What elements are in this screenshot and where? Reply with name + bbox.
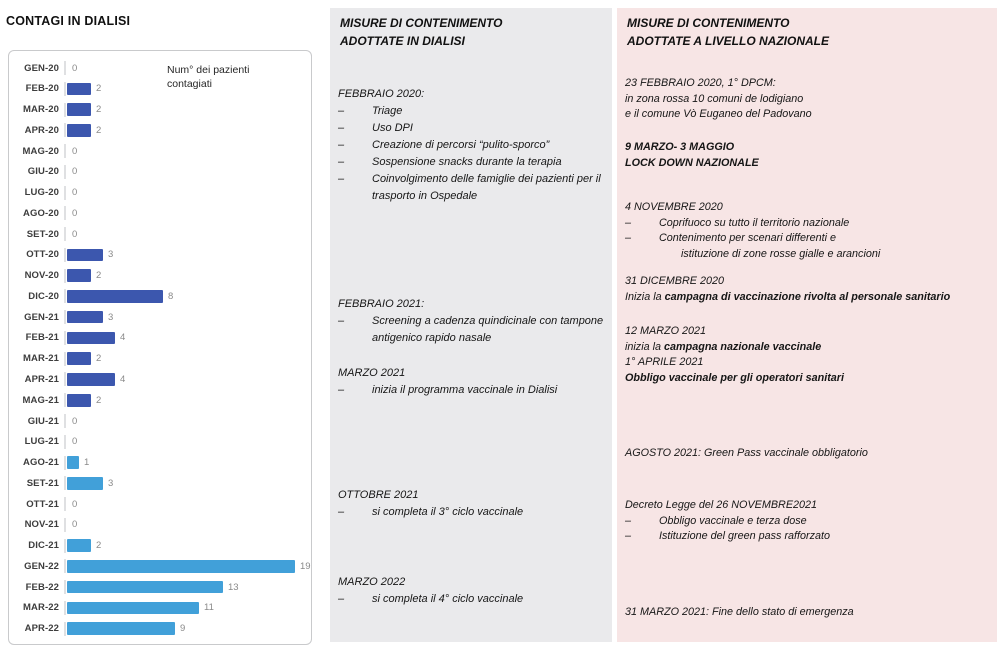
text-segment: 31 DICEMBRE 2020 <box>625 275 725 287</box>
bar-value-label: 0 <box>72 187 78 199</box>
measure-section <box>338 574 608 608</box>
category-label: GIU-21 <box>27 415 59 427</box>
bar-zone <box>64 435 309 449</box>
text-segment: Coprifuoco su tutto il territorio nazionale <box>659 216 850 229</box>
bar-value-label: 0 <box>72 62 78 74</box>
bar-value-label: 1 <box>84 457 90 469</box>
bar-row <box>11 372 309 386</box>
text-segment: Creazione di percorsi “pulito-sporco” <box>372 139 550 151</box>
text-segment: inizia la <box>625 340 665 353</box>
bullet-item <box>625 514 993 530</box>
panel-national-title <box>627 14 991 50</box>
bold-text-segment: Obbligo vaccinale per gli operatori sanitari <box>625 371 844 384</box>
bar <box>67 103 91 116</box>
bar-value-label: 19 <box>300 560 311 572</box>
measure-text <box>625 324 993 340</box>
category-label: APR-20 <box>24 124 59 136</box>
bar <box>67 290 163 303</box>
bar <box>67 249 103 262</box>
category-label: OTT-21 <box>26 498 59 510</box>
bar-row <box>11 248 309 262</box>
bar-zone <box>64 601 309 615</box>
measure-line <box>338 487 608 504</box>
category-label: NOV-20 <box>24 270 59 282</box>
bar-value-label: 2 <box>96 124 102 136</box>
text-segment: FEBBRAIO 2020: <box>338 88 425 100</box>
bullet-dash: – <box>338 506 345 518</box>
text-segment: Uso DPI <box>372 122 413 134</box>
category-label: LUG-20 <box>24 187 59 199</box>
bar <box>67 373 115 386</box>
bar-row <box>11 310 309 324</box>
bar <box>67 83 91 96</box>
bar-row <box>11 435 309 449</box>
text-segment: si completa il 4° ciclo vaccinale <box>372 593 524 605</box>
bar-row <box>11 103 309 117</box>
measure-text <box>625 156 993 172</box>
bar-zone <box>64 186 309 200</box>
measure-text <box>659 231 993 247</box>
measure-section <box>625 140 993 171</box>
measure-line <box>625 274 993 290</box>
bar-value-label: 0 <box>72 519 78 531</box>
measure-text <box>372 171 608 205</box>
bullet-item <box>338 171 608 205</box>
text-segment: MARZO 2022 <box>338 576 406 588</box>
bar-value-label: 2 <box>96 270 102 282</box>
bar-row <box>11 61 309 75</box>
bar-value-label: 9 <box>180 623 186 635</box>
measure-line <box>625 92 993 108</box>
bar-zone <box>64 414 309 428</box>
bar <box>67 560 295 573</box>
measure-line <box>625 290 993 306</box>
bar-value-label: 13 <box>228 581 239 593</box>
bar-row <box>11 331 309 345</box>
measure-text <box>625 371 993 387</box>
bar-zone <box>64 310 309 324</box>
chart-legend: Num° dei pazienti contagiati <box>167 64 250 91</box>
bar-chart <box>8 50 312 645</box>
bar <box>67 352 91 365</box>
measure-line <box>625 200 993 216</box>
bullet-item <box>338 313 608 347</box>
text-segment: 1° APRILE 2021 <box>625 356 704 368</box>
bar-zone <box>64 352 309 366</box>
measure-text <box>659 514 993 530</box>
text-segment: Screening a cadenza quindicinale con tampone antigenico rapido nasale <box>372 315 604 344</box>
bar-value-label: 0 <box>72 415 78 427</box>
category-label: OTT-20 <box>26 249 59 261</box>
measure-text <box>372 313 608 347</box>
measure-text <box>659 216 993 232</box>
measure-line <box>338 574 608 591</box>
bar-zone <box>64 580 309 594</box>
measure-line <box>625 355 993 371</box>
bar-value-label: 2 <box>96 104 102 116</box>
bar-row <box>11 601 309 615</box>
bar-zone <box>64 559 311 573</box>
measure-text <box>372 120 608 137</box>
measure-section <box>338 487 608 521</box>
bullet-item <box>338 103 608 120</box>
category-label: LUG-21 <box>24 436 59 448</box>
measure-line <box>338 86 608 103</box>
bar-zone <box>64 144 309 158</box>
bar-value-label: 11 <box>204 602 214 614</box>
text-segment: Inizia la <box>625 290 665 303</box>
bar-value-label: 0 <box>72 436 78 448</box>
bar-row <box>11 414 309 428</box>
measure-section <box>625 446 993 462</box>
measure-text <box>625 355 993 371</box>
bar-value-label: 0 <box>72 207 78 219</box>
bullet-item <box>625 529 993 545</box>
bar-zone <box>64 248 309 262</box>
measure-line <box>625 140 993 156</box>
bar-row <box>11 518 309 532</box>
category-label: MAG-21 <box>22 394 59 406</box>
bar-value-label: 0 <box>72 498 78 510</box>
bullet-dash: – <box>338 105 345 117</box>
measure-section <box>625 76 993 123</box>
bullet-dash: – <box>338 122 345 134</box>
measure-text <box>625 92 993 108</box>
text-segment: 23 FEBBRAIO 2020, 1° DPCM: <box>625 77 776 89</box>
bullet-item <box>625 231 993 247</box>
category-label: GEN-22 <box>24 560 59 572</box>
bar-zone <box>64 123 309 137</box>
measure-section <box>338 296 608 347</box>
panel-measures-national <box>617 8 997 642</box>
panel-title-line: MISURE DI CONTENIMENTO <box>627 16 790 30</box>
text-segment: Sospensione snacks durante la terapia <box>372 156 562 168</box>
bar-row <box>11 580 309 594</box>
measure-section <box>625 200 993 262</box>
bar-zone <box>64 165 309 179</box>
bullet-dash: – <box>338 384 345 396</box>
bar-value-label: 3 <box>108 249 114 261</box>
bar-zone <box>64 289 309 303</box>
bar-value-label: 3 <box>108 477 114 489</box>
category-label: AGO-20 <box>23 207 59 219</box>
measure-line <box>625 498 993 514</box>
bar <box>67 581 223 594</box>
measure-text <box>372 504 608 521</box>
bar <box>67 539 91 552</box>
bar <box>67 602 199 615</box>
bar-value-label: 0 <box>72 228 78 240</box>
bar-row <box>11 289 309 303</box>
bar-value-label: 8 <box>168 290 174 302</box>
measure-text <box>625 498 993 514</box>
text-segment: 4 NOVEMBRE 2020 <box>625 201 723 213</box>
bullet-dash: – <box>338 139 345 151</box>
measure-line <box>338 296 608 313</box>
bar-zone <box>64 206 309 220</box>
bar-value-label: 2 <box>96 353 102 365</box>
measure-text <box>625 140 993 156</box>
measure-line <box>625 156 993 172</box>
bar-value-label: 3 <box>108 311 114 323</box>
bullet-dash: – <box>625 232 632 244</box>
panel-dialysis-title <box>340 14 606 50</box>
bar-row <box>11 186 309 200</box>
measure-text <box>372 591 608 608</box>
bar <box>67 394 91 407</box>
text-segment: OTTOBRE 2021 <box>338 489 419 501</box>
text-segment: MARZO 2021 <box>338 367 406 379</box>
category-label: MAR-22 <box>23 602 59 614</box>
bullet-item <box>338 591 608 608</box>
text-segment: inizia il programma vaccinale in Dialisi <box>372 384 558 396</box>
bullet-item <box>338 504 608 521</box>
measure-text <box>372 103 608 120</box>
text-segment: 12 MARZO 2021 <box>625 325 707 337</box>
measure-section <box>625 498 993 545</box>
bar-zone <box>64 518 309 532</box>
measure-line <box>625 605 993 621</box>
measure-line <box>681 247 993 263</box>
bar-row <box>11 622 309 636</box>
panel-title-line: ADOTTATE IN DIALISI <box>340 34 465 48</box>
measure-line <box>625 107 993 123</box>
bar-row <box>11 456 309 470</box>
bullet-dash: – <box>338 593 345 605</box>
bar-row <box>11 165 309 179</box>
bar-row <box>11 82 309 96</box>
category-label: FEB-22 <box>25 581 59 593</box>
bar <box>67 477 103 490</box>
bullet-dash: – <box>625 514 632 527</box>
bar-zone <box>64 497 309 511</box>
measure-line <box>625 324 993 340</box>
bar-row <box>11 123 309 137</box>
measure-text <box>625 290 993 306</box>
text-segment: Contenimento per scenari differenti e <box>659 232 837 244</box>
category-label: MAG-20 <box>22 145 59 157</box>
measure-text <box>625 605 993 621</box>
bullet-dash: – <box>625 216 632 229</box>
category-label: SET-21 <box>26 477 59 489</box>
bar <box>67 456 79 469</box>
bar-row <box>11 476 309 490</box>
category-label: APR-22 <box>24 623 59 635</box>
text-segment: e il comune Vò Euganeo del Padovano <box>625 108 812 120</box>
bar-row <box>11 352 309 366</box>
category-label: DIC-21 <box>28 540 59 552</box>
measure-text <box>625 200 993 216</box>
bold-text-segment: campagna nazionale vaccinale <box>664 340 822 353</box>
bar-row <box>11 559 309 573</box>
bold-text-segment: LOCK DOWN NAZIONALE <box>625 156 759 169</box>
category-label: MAR-20 <box>23 104 59 116</box>
category-label: SET-20 <box>26 228 59 240</box>
category-label: GEN-20 <box>24 62 59 74</box>
text-segment: Coinvolgimento delle famiglie dei pazienti per il trasporto in Ospedale <box>372 173 601 202</box>
bar-zone <box>64 331 309 345</box>
bar-row <box>11 539 309 553</box>
chart-title: CONTAGI IN DIALISI <box>6 14 131 28</box>
text-segment: istituzione di zone rosse gialle e arancioni <box>681 247 881 260</box>
measure-text <box>681 247 993 263</box>
bar <box>67 124 91 137</box>
bar-zone <box>64 539 309 553</box>
bar <box>67 622 175 635</box>
text-segment: FEBBRAIO 2021: <box>338 298 425 310</box>
text-segment: Triage <box>372 105 403 117</box>
bullet-dash: – <box>338 173 345 185</box>
panel-title-line: MISURE DI CONTENIMENTO <box>340 16 503 30</box>
bar-zone <box>64 372 309 386</box>
measure-section <box>625 274 993 305</box>
bar-value-label: 2 <box>96 83 102 95</box>
bullet-dash: – <box>625 530 632 542</box>
bar-value-label: 4 <box>120 373 126 385</box>
measure-text <box>338 86 608 103</box>
category-label: APR-21 <box>24 373 59 385</box>
measure-section <box>625 605 993 621</box>
measure-text <box>338 296 608 313</box>
bullet-item <box>338 154 608 171</box>
bar <box>67 269 91 282</box>
text-segment: 31 MARZO 2021: Fine dello stato di emergenza <box>625 606 854 618</box>
measure-line <box>338 365 608 382</box>
category-label: FEB-20 <box>25 83 59 95</box>
measure-text <box>625 76 993 92</box>
bar-value-label: 2 <box>96 540 102 552</box>
text-segment: Obbligo vaccinale e terza dose <box>659 514 807 527</box>
bullet-item <box>625 216 993 232</box>
category-label: DIC-20 <box>28 290 59 302</box>
measure-line <box>625 76 993 92</box>
measure-text <box>372 382 608 399</box>
bar-zone <box>64 456 309 470</box>
bar-row <box>11 269 309 283</box>
bar <box>67 311 103 324</box>
measure-text <box>338 487 608 504</box>
bullet-item <box>338 120 608 137</box>
bar-zone <box>64 82 309 96</box>
measure-line <box>625 446 993 462</box>
measure-text <box>625 274 993 290</box>
bar-value-label: 4 <box>120 332 126 344</box>
bar-row <box>11 393 309 407</box>
bar-zone <box>64 269 309 283</box>
panel-measures-dialysis <box>330 8 612 642</box>
bullet-dash: – <box>338 315 345 327</box>
category-label: NOV-21 <box>24 519 59 531</box>
category-label: GIU-20 <box>27 166 59 178</box>
measure-section <box>338 365 608 399</box>
bar-zone <box>64 622 309 636</box>
text-segment: Decreto Legge del 26 NOVEMBRE2021 <box>625 499 818 511</box>
bar-zone <box>64 227 309 241</box>
bar-zone <box>64 103 309 117</box>
measure-section <box>625 324 993 386</box>
text-segment: AGOSTO 2021: Green Pass vaccinale obbligatorio <box>625 447 868 459</box>
measure-section <box>338 86 608 205</box>
bar-rows <box>11 61 309 636</box>
bar-row <box>11 206 309 220</box>
measure-text <box>338 574 608 591</box>
measure-text <box>372 154 608 171</box>
bullet-dash: – <box>338 156 345 168</box>
text-segment: si completa il 3° ciclo vaccinale <box>372 506 524 518</box>
bar-zone <box>64 393 309 407</box>
text-segment: Istituzione del green pass rafforzato <box>659 530 831 542</box>
measure-text <box>625 107 993 123</box>
panel-title-line: ADOTTATE A LIVELLO NAZIONALE <box>627 34 829 48</box>
measure-text <box>659 529 993 545</box>
bullet-item <box>338 137 608 154</box>
category-label: AGO-21 <box>23 457 59 469</box>
category-label: MAR-21 <box>23 353 59 365</box>
category-label: FEB-21 <box>25 332 59 344</box>
measure-line <box>625 340 993 356</box>
bar-row <box>11 144 309 158</box>
measure-text <box>625 446 993 462</box>
category-label: GEN-21 <box>24 311 59 323</box>
bar-value-label: 2 <box>96 394 102 406</box>
measure-line <box>625 371 993 387</box>
bar-row <box>11 227 309 241</box>
text-segment: in zona rossa 10 comuni de lodigiano <box>625 92 804 105</box>
bullet-item <box>338 382 608 399</box>
measure-text <box>625 340 993 356</box>
bar-value-label: 0 <box>72 166 78 178</box>
bold-text-segment: campagna di vaccinazione rivolta al personale sanitario <box>664 290 951 303</box>
measure-text <box>372 137 608 154</box>
bar <box>67 332 115 345</box>
bar-zone <box>64 61 309 75</box>
bar-zone <box>64 476 309 490</box>
bold-text-segment: 9 MARZO- 3 MAGGIO <box>625 141 735 153</box>
bar-row <box>11 497 309 511</box>
bar-value-label: 0 <box>72 145 78 157</box>
measure-text <box>338 365 608 382</box>
